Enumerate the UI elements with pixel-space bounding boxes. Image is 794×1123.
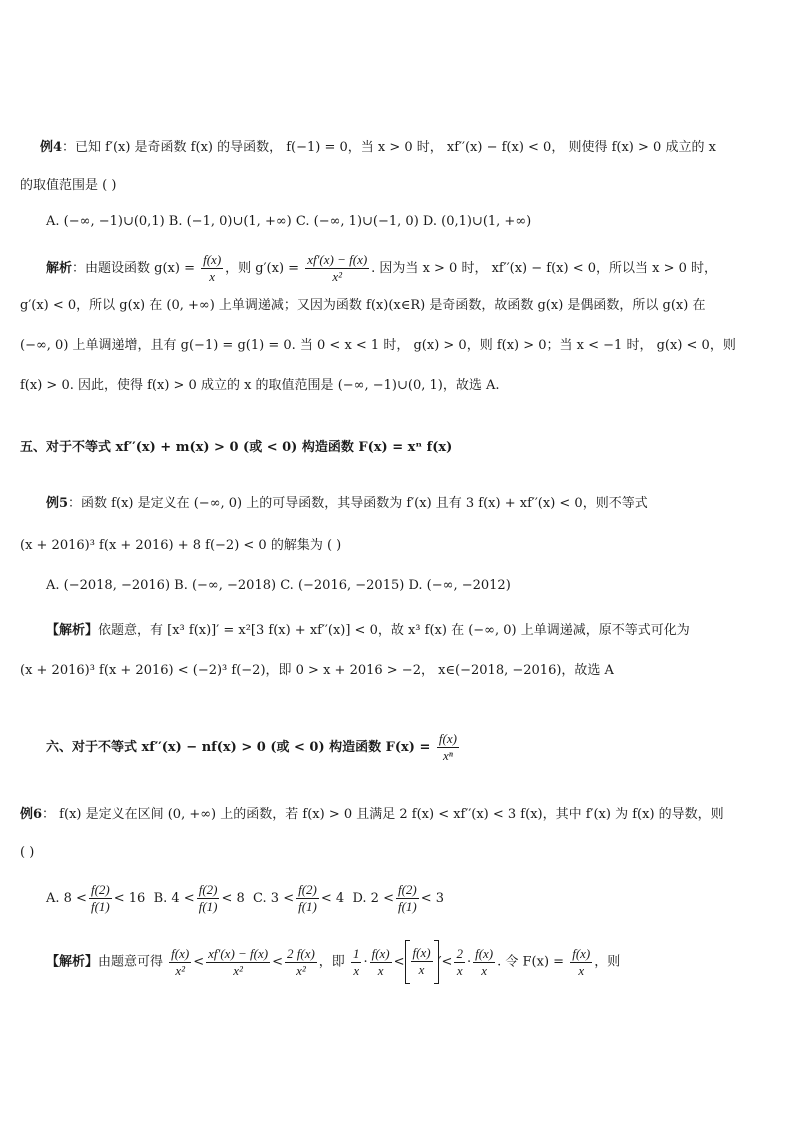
ex4-options: A. (−∞, −1)∪(0,1) B. (−1, 0)∪(1, +∞) C. (−∞, 1)∪(−1, 0) D. (0,1)∪(1, +∞) [46,214,532,229]
ex6-option-a: A. 8 < $\frac{f(2)}{f(1)}$ < 16 [46,882,146,914]
ex4-solution-line2: g′(x) < 0，所以 g(x) 在 (0, +∞) 上单调递减；又因为函数 f(x)(x∈R) 是奇函数，故函数 g(x) 是偶函数，所以 g(x) 在 [20,298,706,313]
ex5-solution-line2: (x + 2016)³ f(x + 2016) < (−2)³ f(−2)，即 0 > x + 2016 > −2， x∈(−2018, −2016)，故选 A [20,663,614,678]
ex6-solution-label: 【解析】 [46,954,99,970]
ex6-frac-8: $\frac{f(x)}{x}$ [475,945,494,978]
ex6-statement: ： f(x) 是定义在区间 (0, +∞) 上的函数，若 f(x) > 0 且满足 2 f(x) < xf′′(x) < 3 f(x)，其中 f′(x) 为 f(x) 的导数，则 [42,807,724,822]
ex5-solution-label: 【解析】 [46,623,99,638]
ex6-frac-5: $\frac{f(x)}{x}$ [371,945,390,978]
section6-heading: 六、对于不等式 xf′′(x) − nf(x) > 0 (或 < 0) 构造函数 F(x) = $\frac{f(x)}{\text{xⁿ}}$ [46,731,457,763]
ex6-frac-2: $\frac{xf'(x) - f(x)}{\text{x²}}$ [208,945,269,978]
section5-heading: 五、对于不等式 xf′′(x) + m(x) > 0 (或 < 0) 构造函数 F(x) = xⁿ f(x) [20,440,453,455]
ex4-line2: 的取值范围是 ( ) [20,178,117,193]
ex4-statement: ：已知 f′(x) 是奇函数 f(x) 的导函数， f(−1) = 0，当 x > 0 时， xf′′(x) − f(x) < 0， 则使得 f(x) > 0 成立的 x [62,140,716,155]
ex6-bracket [405,940,439,984]
ex6-frac-9: $\frac{f(x)}{x}$ [572,945,591,978]
ex6-option-c: C. 3 < $\frac{f(2)}{f(1)}$ < 4 [253,882,345,914]
ex6-frac-1: $\frac{f(x)}{\text{x²}}$ [171,945,190,978]
ex6-line2: ( ) [20,845,35,860]
ex6-frac-6: $\frac{f(x)}{x}$ [412,945,431,977]
ex6-options [46,880,444,918]
section6-frac: $\frac{f(x)}{\text{xⁿ}}$ [438,731,457,763]
ex6-frac-7: $\frac{2}{x}$ [456,945,463,978]
ex5-options: A. (−2018, −2016) B. (−∞, −2018) C. (−2016, −2015) D. (−∞, −2012) [46,578,511,593]
ex5-solution-line1: 【解析】依题意，有 [x³ f(x)]′ = x²[3 f(x) + xf′′(x)] < 0，故 x³ f(x) 在 (−∞, 0) 上单调递减，原不等式可化为 [46,623,690,638]
ex6-frac-3: $\frac{2 f(x)}{\text{x²}}$ [287,945,315,978]
ex4-solution-line1: 解析：由题设函数 g(x) = $\frac{f(x)}{x}$ ，则 g′(x) = $\frac{xf'(x) - f(x)}{\text{x²}}$ . 因为当 x > 0 时， xf′′(x) − f(x) < 0，所以当 x > 0 时， [46,252,718,284]
ex5-line1 [46,494,648,514]
ex4-solution-label: 解析 [46,261,73,276]
ex4-frac-gprime: $\frac{xf'(x) - f(x)}{\text{x²}}$ [307,252,368,284]
ex6-option-d: D. 2 < $\frac{f(2)}{f(1)}$ < 3 [352,882,445,914]
ex4-frac-g: $\frac{f(x)}{x}$ [203,252,222,284]
ex6-option-b: B. 4 < $\frac{f(2)}{f(1)}$ < 8 [153,882,245,914]
ex6-frac-4: $\frac{1}{x}$ [352,945,360,978]
ex4-solution-line3: (−∞, 0) 上单调递增，且有 g(−1) = g(1) = 0. 当 0 < x < 1 时， g(x) > 0，则 f(x) > 0；当 x < −1 时， g(x) < 0，则 [20,338,736,353]
ex5-label: 例5 [46,496,69,511]
ex4-solution-line4: f(x) > 0. 因此，使得 f(x) > 0 成立的 x 的取值范围是 (−∞, −1)∪(0, 1)，故选 A. [20,378,500,393]
ex5-statement: ：函数 f(x) 是定义在 (−∞, 0) 上的可导函数，其导函数为 f′(x) 且有 3 f(x) + xf′′(x) < 0，则不等式 [68,496,648,511]
ex6-label: 例6 [20,807,43,822]
ex6-line1 [20,805,724,825]
ex4-label: 例4 [40,140,63,155]
ex5-line2: (x + 2016)³ f(x + 2016) + 8 f(−2) < 0 的解集为 ( ) [20,538,342,553]
ex6-solution: 【解析】由题意可得 $\frac{f(x)}{\text{x²}}$ < $\frac{xf'(x) - f(x)}{\text{x²}}$ < $\frac{2 f(x)}{\text{x²}}$ ，即 $\frac{1}{x}$ · $\frac{f(x)}{x}$ < $\frac{f(x)}{x}$ ′< $\frac{2}{x}$ · $\frac{f(x)}{x}$ . 令 F(x) = $\frac{f(x)}{x}$ ，则 [46,940,620,985]
ex4-line1 [40,138,716,158]
